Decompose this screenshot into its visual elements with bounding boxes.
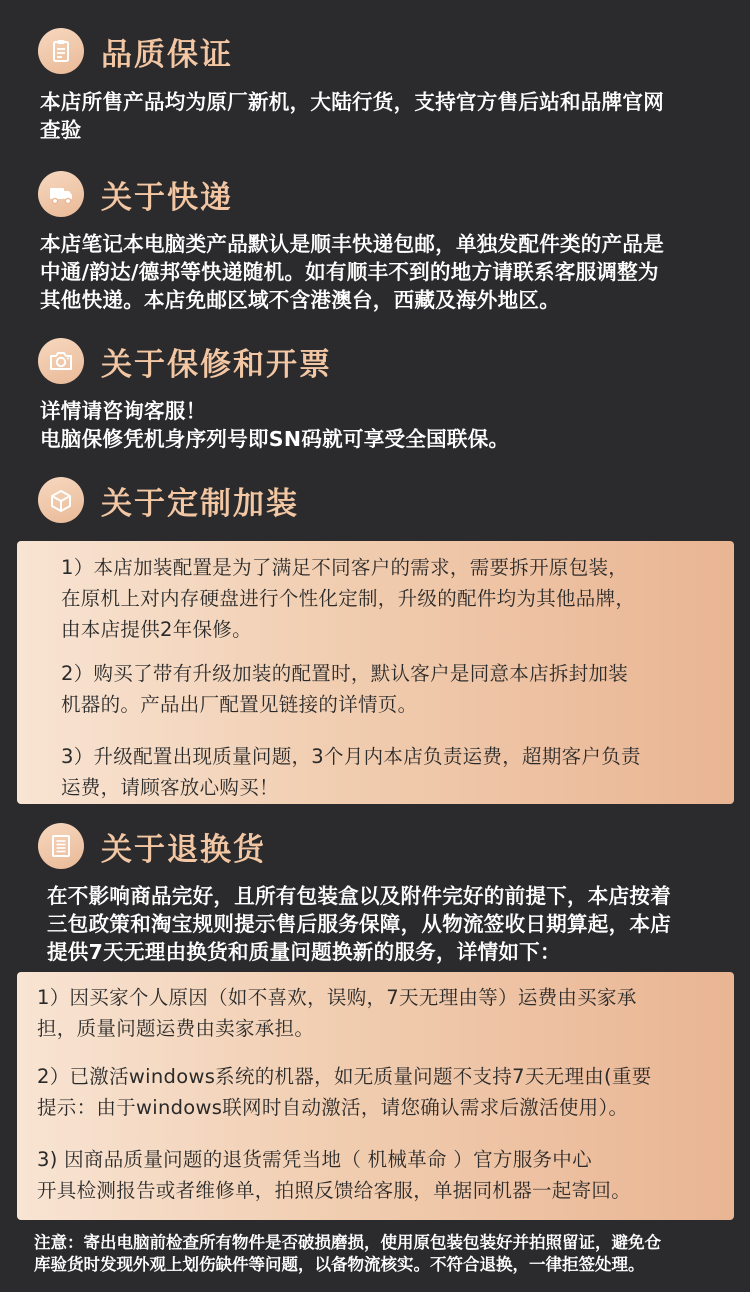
shipping-text-line: 本店笔记本电脑类产品默认是顺丰快递包邮，单独发配件类的产品是 <box>40 232 664 256</box>
footer-note <box>34 1232 724 1276</box>
returns-item-line: 1）因买家个人原因（如不喜欢，误购，7天无理由等）运费由买家承 <box>37 986 637 1009</box>
custom-item-line: 在原机上对内存硬盘进行个性化定制，升级的配件均为其他品牌， <box>61 587 636 610</box>
custom-section-header <box>38 476 299 524</box>
warranty-text <box>40 397 720 453</box>
shipping-text-line: 中通/韵达/德邦等快递随机。如有顺丰不到的地方请联系客服调整为 <box>40 260 659 284</box>
custom-item-line: 1）本店加装配置是为了满足不同客户的需求，需要拆开原包装， <box>61 556 629 579</box>
returns-item-line: 开具检测报告或者维修单，拍照反馈给客服，单据同机器一起寄回。 <box>37 1179 632 1202</box>
returns-intro-line: 提供7天无理由换货和质量问题换新的服务，详情如下： <box>47 940 561 964</box>
footer-note-line: 库验货时发现外观上划伤缺件等问题，以备物流核实。不符合退换，一律拒签处理。 <box>34 1255 645 1274</box>
returns-item-line: 3) 因商品质量问题的退货需凭当地（ 机械革命 ）官方服务中心 <box>37 1148 592 1171</box>
returns-item-line: 提示：由于windows联网时自动激活，请您确认需求后激活使用）。 <box>37 1096 629 1119</box>
section-title-quality: 品质保证 <box>101 36 233 73</box>
returns-item-line: 2）已激活windows系统的机器，如无质量问题不支持7天无理由(重要 <box>37 1065 652 1088</box>
section-title-returns: 关于退换货 <box>101 831 266 868</box>
document-check-icon <box>38 28 84 74</box>
footer-note-line: 注意：寄出电脑前检查所有物件是否破损磨损，使用原包装包装好并拍照留证，避免仓 <box>34 1233 661 1252</box>
returns-item-1 <box>37 982 637 1044</box>
returns-info-panel <box>17 972 734 1220</box>
returns-item-3 <box>37 1144 631 1206</box>
custom-item-3 <box>61 741 641 803</box>
section-title-shipping: 关于快递 <box>101 179 233 216</box>
warranty-section-header <box>38 337 332 385</box>
returns-intro-line: 在不影响商品完好，且所有包装盒以及附件完好的前提下，本店按着 <box>47 884 671 908</box>
quality-text <box>40 88 720 144</box>
quality-text-line: 本店所售产品均为原厂新机，大陆行货，支持官方售后站和品牌官网 <box>40 90 664 114</box>
box-icon <box>38 477 84 523</box>
section-title-custom: 关于定制加装 <box>101 485 299 522</box>
custom-item-line: 运费，请顾客放心购买！ <box>61 776 279 799</box>
custom-item-2 <box>61 658 628 720</box>
list-document-icon <box>38 823 84 869</box>
quality-section-header <box>38 27 233 75</box>
warranty-text-line: 电脑保修凭机身序列号即SN码就可享受全国联保。 <box>40 427 510 451</box>
custom-item-line: 由本店提供2年保修。 <box>61 618 252 641</box>
shipping-text <box>40 230 720 314</box>
returns-item-line: 担，质量问题运费由卖家承担。 <box>37 1017 315 1040</box>
camera-icon <box>38 338 84 384</box>
returns-item-2 <box>37 1061 652 1123</box>
custom-item-line: 机器的。产品出厂配置见链接的详情页。 <box>61 693 418 716</box>
returns-section-header <box>38 822 266 870</box>
returns-intro-line: 三包政策和淘宝规则提示售后服务保障，从物流签收日期算起，本店 <box>47 912 671 936</box>
custom-item-1 <box>61 552 635 645</box>
returns-intro-text <box>47 882 727 966</box>
custom-item-line: 2）购买了带有升级加装的配置时，默认客户是同意本店拆封加装 <box>61 662 629 685</box>
quality-text-line: 查验 <box>40 118 82 142</box>
custom-item-line: 3）升级配置出现质量问题，3个月内本店负责运费，超期客户负责 <box>61 745 641 768</box>
shipping-section-header <box>38 170 233 218</box>
custom-info-panel <box>17 541 734 804</box>
warranty-text-line: 详情请咨询客服！ <box>40 399 207 423</box>
shipping-text-line: 其他快递。本店免邮区域不含港澳台，西藏及海外地区。 <box>40 288 560 312</box>
truck-icon <box>38 171 84 217</box>
section-title-warranty: 关于保修和开票 <box>101 346 332 383</box>
